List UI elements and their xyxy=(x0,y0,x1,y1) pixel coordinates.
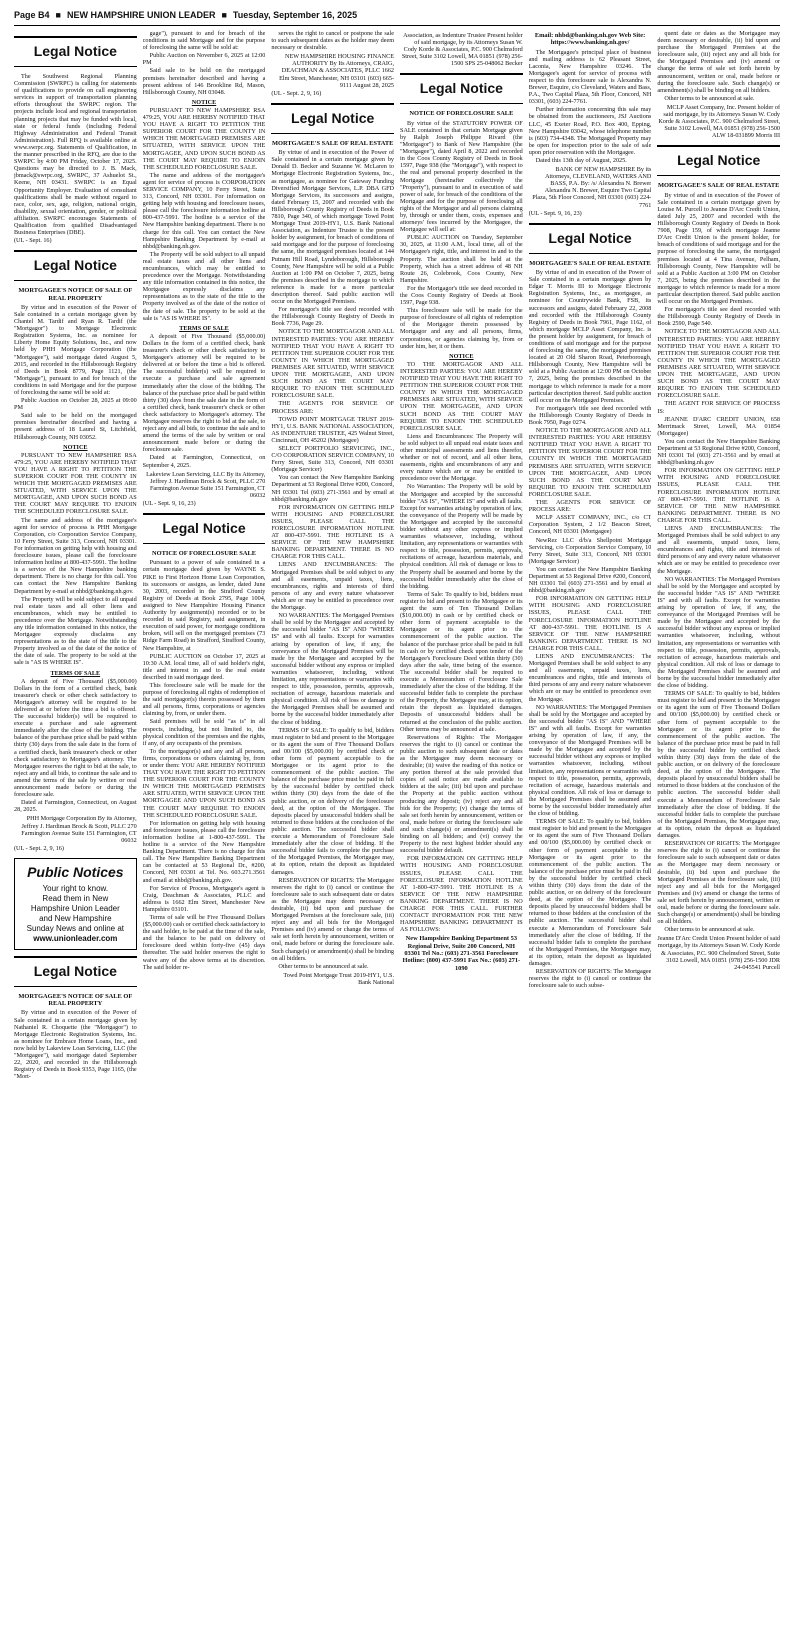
notice-heading: Legal Notice xyxy=(657,145,780,176)
notice-paragraph: The name and address of the mortgagee's agent for service of process is CORPORATION SERVICE COMPANY, 10 Ferry Street, Suite 313, Concord, NH 03301. For information on getting help with housing and foreclosure issues, please call the foreclosure information hotline at 800-437-5991. The hotline is a service of the New Hampshire banking department. There is no charge for this call. You can contact the New Hampshire Banking Department by e-mail at nhbd@banking.nh.gov. xyxy=(142,171,266,250)
notice-paragraph: A deposit of Five Thousand ($5,000.00) Dollars in the form of a certified check, bank treasurer's check or other check satisfactory to Mortgagee's attorney will be required to be delivered at or before the time a bid is offered. The successful bidder(s) will be required to execute a purchase and sale agreement immediately after the close of the bidding. The balance of the purchase price shall be paid within thirty (30) days from the sale date in the form of a certified check, bank treasurer's check or other check satisfactory to Mortgagee's attorney. The Mortgagee reserves the right to bid at the sale, to reject any and all bids, to continue the sale and to amend the terms of the sale by written or oral announcement made before or during the foreclosure sale. xyxy=(142,332,266,454)
notice-paragraph: PURSUANT TO NEW HAMPSHIRE RSA 479:25, YOU ARE HEREBY NOTIFIED THAT YOU HAVE A RIGHT TO PETITION THE SUPERIOR COURT FOR THE COUNTY IN WHICH THE MORTGAGED PREMISES ARE SITUATED, WITH SERVICE UPON THE MORTGAGEE, AND UPON SUCH BOND AS THE COURT MAY REQUIRE TO ENJOIN THE SCHEDULED FORECLOSURE SALE. xyxy=(142,106,266,171)
notice-paragraph: gage"), pursuant to and for breach of the conditions in said Mortgage and for the purpose of foreclosing the same will be sold at: xyxy=(142,30,266,52)
notice-paragraph: FOR INFORMATION ON GETTING HELP WITH HOUSING AND FORECLOSURE ISSUES, PLEASE CALL THE FORECLOSURE INFORMATION HOTLINE AT 800-437-5991. THE HOTLINE IS A SERVICE OF THE NEW HAMPSHIRE BANKING DEPARTMENT. THERE IS NO CHARGE FOR THIS CALL. xyxy=(271,503,395,561)
notice-paragraph: TO THE MORTGAGOR AND ALL INTERESTED PARTIES: YOU ARE HEREBY NOTIFIED THAT YOU HAVE THE RIGHT TO PETITION THE SUPERIOR COURT FOR THE COUNTY IN WHICH THE MORTGAGED PREMISES ARE SITUATED, WITH SERVICE UPON THE MORTGAGEE, AND UPON SUCH BOND AS THE COURT MAY REQUIRE TO ENJOIN THE SCHEDULED FORECLOSURE SALE. xyxy=(400,360,523,432)
page-masthead xyxy=(14,4,780,26)
column-5 xyxy=(529,30,652,1628)
notice-paragraph: Dated this 13th day of August, 2025. xyxy=(535,157,627,164)
notice-paragraph: PURSUANT TO NEW HAMPSHIRE RSA 479:25, YOU ARE HEREBY NOTIFIED THAT YOU HAVE A RIGHT TO PETITION THE SUPERIOR COURT FOR THE COUNTY IN WHICH THE MORTGAGED PREMISES ARE SITUATED, WITH SERVICE UPON THE MORTGAGEE, AND UPON SUCH BOND AS THE COURT MAY REQUIRE TO ENJOIN THE SCHEDULED FORECLOSURE SALE. xyxy=(14,451,137,516)
notice-paragraph: By virtue of the STATUTORY POWER OF SALE contained in that certain Mortgage given by Ralph Joseph Philippe Rivard (the "Mortgagor") to Bank of New Hampshire (the "Mortgagee"), dated April 8, 2022 and recorded in the Coos County Registry of Deeds in Book 1597, Page 938 (the "Mortgage"), with respect to the real and personal property described in the Mortgage (hereinafter collectively the "Property"), pursuant to and in execution of said power of sale, for breach of the conditions of the Mortgage and for the purpose of foreclosing all rights of the Mortgagor and all persons claiming by, through or under them, costs, expenses and attorneys' fees incurred by the Mortgagee, the Mortgagee will sell at: xyxy=(400,119,523,234)
public-notices-line: Hampshire Union Leader xyxy=(30,903,120,913)
notice-paragraph: FOR INFORMATION ON GETTING HELP WITH HOUSING AND FORECLOSURE ISSUES, PLEASE CALL THE FORECLOSURE INFORMATION HOTLINE AT 800-437-5991. THE HOTLINE IS A SERVICE OF THE NEW HAMPSHIRE BANKING DEPARTMENT. THERE IS NO CHARGE FOR THIS CALL. xyxy=(528,595,652,652)
notice-paragraph: Other terms to be announced at sale. xyxy=(664,926,755,934)
notice-heading: Legal Notice xyxy=(14,956,137,987)
notice-paragraph: NewRez LLC d/b/a Shellpoint Mortgage Servicing, c/o Corporation Service Company, 10 Ferry Street, Suite 313, Concord, NH 03301 (Mortgage Servicer) xyxy=(528,536,652,565)
notice-subheading: NOTICE xyxy=(191,98,217,106)
notice-paragraph: PUBLIC AUCTION on Tuesday, September 30, 2025, at 11:00 A.M., local time, all of the Mortgagee's right, title, and interest in and to the Property. The auction shall be held at the Property, which has a street address of 48 NH Route 26, Colebrook, Coos County, New Hampshire. xyxy=(400,234,523,284)
public-notices-box xyxy=(14,858,137,950)
notice-paragraph: This foreclosure sale will be made for the purpose of foreclosing all rights of redemption of the said mortgagor(s) therein possessed by them and all persons, firms, corporations or agencies claiming by, from, or under them. xyxy=(142,681,266,718)
public-notices-line: and New Hampshire xyxy=(39,913,112,923)
notice-paragraph: Liens and Encumbrances: The Property will be sold subject to all unpaid real estate taxes and other municipal assessments and liens therefor, whether or not of record, and all other liens, easements, rights and encumbrances of any and every nature which are or may be entitled to precedence over the Mortgage. xyxy=(400,432,523,483)
notice-paragraph: Public Auction on October 28, 2025 at 09:00 PM xyxy=(14,397,137,412)
notice-paragraph: Pursuant to a power of sale contained in a certain mortgage deed given by WAYNE S. PIKE to First Horizon Home Loan Corporation, its successors or assigns, as lender, dated June 30, 2003, recorded in the Strafford County Registry of Deeds at Book 2795, Page 1004, assigned to New Hampshire Housing Finance Authority by assignment(s) recorded or to be recorded in said Registry, said assignment, in execution of said power, for mortgage conditions broken, will sell on the mortgaged premises (73 Ridge Farm Road) in Strafford, Strafford County, New Hampshire, at xyxy=(142,559,266,652)
notice-paragraph: For mortgagor's title see deed recorded with the Hillsborough County Registry of Deeds in Book 7736, Page 29. xyxy=(271,306,395,328)
notice-signature: BANK OF NEW HAMPSHIRE By its Attorneys, CLEVELAND, WATERS AND BASS, P.A. By: /s/ Alexandra N. Brewer Alexandra N. Brewer, Esquire Two Capital Plaza, 5th Floor Concord, NH 03301 (603) 224-7761 xyxy=(532,166,652,209)
notice-heading: Legal Notice xyxy=(14,36,137,67)
notice-paragraph: By virtue and in execution of the Power of Sale contained in a certain mortgage given by Nathaniel R. Choquette (the "Mortgagor") to Mortgage Electronic Registration Systems, Inc. as nominee for Embrace Home Loans, Inc., and now held by Lakeview Loan Servicing, LLC (the "Mortgagee"), said mortgage dated September 22, 2020, and recorded in the Hillsborough Registry of Deeds in Book 9353, Page 1165, (the "Mort- xyxy=(14,1009,137,1081)
notice-heading: Legal Notice xyxy=(400,73,523,104)
notice-title: MORTGAGEE'S SALE OF REAL ESTATE xyxy=(271,139,394,147)
notice-paragraph: LIENS AND ENCUMBRANCES: The Mortgaged Premises shall be sold subject to any and all easements, unpaid taxes, liens, encumbrances and rights, title and interests of third persons of any and every nature whatsoever which are or may be entitled to precedence over the Mortgage. xyxy=(528,653,652,703)
column-2 xyxy=(143,30,266,1628)
notice-paragraph: Said premises will be sold "as is" in all respects, including, but not limited to, the physical condition of the premises and the rights, if any, of any occupants of the premises. xyxy=(142,718,266,747)
publication-dates: (UL - Sept. 2, 9, 16) xyxy=(14,844,64,852)
notice-paragraph: You can contact the New Hampshire Banking Department at 53 Regional Drive #200, Concord, NH 03301 Tel (603) 271-3561 and by email at nhbd@banking.nh.gov xyxy=(657,437,780,467)
notice-title: MORTGAGEE'S NOTICE OF SALE OF REAL PROPERTY xyxy=(18,287,133,302)
notice-paragraph: Further information concerning this sale may be obtained from the auctioneers, JSJ Auctions LLC, 45 Exeter Road, P.O. Box 400, Epping, New Hampshire 03042, whose telephone number is (603) 734-4348. The Mortgaged Property may be open for inspection prior to the sale of sale upon prior reservation with the Mortgagee. xyxy=(528,106,652,156)
notice-paragraph: Said sale to be held on the mortgaged premises hereinafter described and having a present address of 146 Brookline Rd, Mason, Hillsborough County, NH 03048. xyxy=(142,67,266,96)
notice-heading: Legal Notice xyxy=(271,103,394,134)
notice-paragraph: MCLP ASSET COMPANY, INC., c/o CT Corporation System, 2 1/2 Beacon Street, Concord, NH 03301 (Mortgagee) xyxy=(528,514,652,536)
notice-columns xyxy=(14,30,780,1628)
notice-paragraph: By virtue of and in execution of the Power of Sale contained in a certain mortgage given by Louise M. Purcell to Jeanne D'Arc Credit Union, dated July 25, 2007 and recorded with the Hillsborough County Registry of Deeds in Book 7908, Page 159, of which mortgage Jeanne D'Arc Credit Union is the present holder, for breach of conditions of said mortgage and for the purpose of foreclosing the same, the mortgaged premises located at 4 Tina Avenue, Pelham, Hillsborough County, New Hampshire will be sold at a Public Auction at 3:00 PM on October 7, 2025, being the premises described in the mortgage to which reference is made for a more particular description thereof. Said public auction will occur on the Mortgaged Premises. xyxy=(657,191,780,306)
notice-title: Email: nhbd@banking.nh.gov Web Site: https://www.banking.nh.gov/ xyxy=(534,32,646,47)
notice-paragraph: THE AGENTS FOR SERVICE OF PROCESS ARE: xyxy=(271,400,395,415)
notice-paragraph: For Service of Process, Mortgagee's agent is Craig, Deachman & Associates, PLLC and address is 1662 Elm Street, Manchester New Hampshire 03101. xyxy=(142,884,266,913)
notice-paragraph: NO WARRANTIES: The Mortgaged Premises shall be sold by the Mortgagee and accepted by the successful bidder "AS IS" AND "WHERE IS" and with all faults. Except for warranties arising by operation of law, if any, the conveyance of the Mortgaged Premises will be made by the Mortgagee and accepted by the successful bidder without any express or implied warranties whatsoever, including, without limitation, any representations or warranties with respect to title, possession, permits, approvals, recitation of acreage, hazardous materials and physical condition. All risk of loss or damage to the Mortgaged Premises shall be assumed and borne by the successful bidder immediately after the close of bidding. xyxy=(657,575,780,690)
notice-paragraph: TOWD POINT MORTGAGE TRUST 2019-HY1, U.S. BANK NATIONAL ASSOCIATION, AS INDENTURE TRUSTEE, 425 Walnut Street, Cincinnati, OH 45202 (Mortgagee) xyxy=(271,415,395,444)
notice-paragraph: No Warranties: The Property will be sold by the Mortgagee and accepted by the successful bidder "AS IS", "WHERE IS" and with all faults. Except for warranties arising by operation of law, the conveyance of the Property will be made by the Mortgagee and accepted by the successful bidder without any other express or implied warranties whatsoever, including, without limitation, any representations or warranties with respect to title, possession, permits, approvals, recitations of acreage, hazardous materials, and physical condition. All risk of damage or loss to the Property shall be assumed and borne by the successful bidder immediately after the close of the bidding. xyxy=(400,483,523,590)
notice-paragraph: To the mortgagor(s) and any and all persons, firms, corporations or others claiming by, from or under them: YOU ARE HEREBY NOTIFIED THAT YOU HAVE THE RIGHT TO PETITION THE SUPERIOR COURT FOR THE COUNTY IN WHICH THE MORTGAGED PREMISES ARE SITUATED, WITH SERVICE UPON THE MORTGAGEE AND UPON SUCH BOND AS THE COURT MAY REQUIRE TO ENJOIN THE SCHEDULED FORECLOSURE SALE. xyxy=(142,747,266,819)
notice-signature: Jeanne D'Arc Credit Union Present holder of said mortgage, by its Attorneys Susan W. Cody Korde & Associates, P.C. 900 Chelmsford Street, Suite 3102 Lowell, MA 01851 (978) 256-1500 JDR 24-045541 Purcell xyxy=(657,935,780,971)
notice-paragraph: Other terms to be announced at sale. xyxy=(664,94,755,102)
notice-paragraph: Other terms to be announced at sale. xyxy=(278,962,369,970)
notice-paragraph: THE AGENT FOR SERVICE OF PROCESS IS: xyxy=(657,400,780,415)
notice-heading: Legal Notice xyxy=(529,223,652,254)
notice-paragraph: The Southwest Regional Planning Commission (SWRPC) is calling for statements of qualifications to provide on call engineering services in support of transportation planning efforts throughout the SWRPC region. The projects include local and regional transportation planning projects that may be funded with local, state or federal funds (including Federal Highway Administration and Federal Transit Administration). Full RFQ is available online at www.swrpc.org. Statements of Qualification, in the manner prescribed in the RFQ, are due to the SWRPC by 4:00 PM Friday, October 17, 2025. Questions may be directed to J. B. Mack, jbmack@swrpc.org, SWRPC, 37 Ashuelot St., Keene, NH 03431. SWRPC is an Equal Opportunity Employer. Evaluation of consultant qualifications shall be made without regard to race, color, sex, age, religion, national origin, disability, sexual orientation, gender, or political affiliation. SWRPC encourages Statements of Qualification from qualified Disadvantaged Business Enterprises (DBE). xyxy=(14,73,137,237)
notice-paragraph: FOR INFORMATION ON GETTING HELP WITH HOUSING AND FORECLOSURE ISSUES, PLEASE CALL THE FORECLOSURE INFORMATION HOTLINE AT 800-437-5991. THE HOTLINE IS A SERVICE OF THE NEW HAMPSHIRE BANKING DEPARTMENT. THERE IS NO CHARGE FOR THIS CALL. xyxy=(657,467,780,524)
notice-paragraph: Terms of Sale: To qualify to bid, bidders must register to bid and present to the Mortgagee or its agent the sum of Ten Thousand Dollars ($10,000.00) in cash or by certified check or other form of payment acceptable to the Mortgagee or its agent prior to the commencement of the public auction. The balance of the purchase price shall be paid in full in cash or by certified check upon tender of the Mortgagee's Foreclosure Deed within thirty (30) days after the sale, time being of the essence. The successful bidder shall be required to execute a Memorandum of Foreclosure Sale immediately after the close of the bidding. If the successful bidder fails to complete the purchase of the Property, the Mortgagee may, at its option, retain the deposit as liquidated damages. Deposits of unsuccessful bidders shall be returned at the conclusion of the public auction. Other terms may be announced at sale. xyxy=(400,590,523,733)
notice-signature: Lakeview Loan Servicing, LLC By its Attorney, Jeffrey J. Hardiman Brock & Scott, PLLC 270 Farmington Avenue Suite 151 Farmington, CT 06032 xyxy=(146,470,266,499)
notice-paragraph: For mortgagor's title see deed recorded with the Hillsborough County Registry of Deeds in Book 7950, Page 0274. xyxy=(528,404,652,427)
notice-signature: Towd Point Mortgage Trust 2019-HY1, U.S. Bank National xyxy=(283,971,395,986)
issue-date: Tuesday, September 16, 2025 xyxy=(232,9,358,20)
notice-paragraph: By virtue of and in execution of the Power of Sale contained in a certain mortgage given by Donald D. Becker and Suzanne W. McLaren to Mortgage Electronic Registration Systems, Inc., as mortgagee, as nominee for Gateway Funding Diversified Mortgage Services, L.P. DBA GFD Mortgage Services, its successors and assigns, dated February 15, 2007 and recorded with the Hillsborough County Registry of Deeds in Book 7810, Page 340, of which mortgage Towd Point Mortgage Trust 2019-HY1, U.S. Bank National Association, as Indenture Trustee is the present holder by assignment, for breach of conditions of said mortgage and for the purpose of foreclosing the same, the mortgaged premises located at 144 Putnam Hill Road, Lyndeborough, Hillsborough County, New Hampshire will be sold at a Public Auction at 1:00 PM on October 7, 2025, being the premises described in the mortgage to which reference is made for a more particular description thereof. Said public auction will occur on the Mortgaged Premises. xyxy=(271,149,395,306)
notice-paragraph: Dated at Farmington, Connecticut, on September 4, 2025. xyxy=(142,454,266,469)
notice-paragraph: A deposit of Five Thousand ($5,000.00) Dollars in the form of a certified check, bank treasurer's check or other check satisfactory to Mortgagee's attorney will be required to be delivered at or before the time a bid is offered. The successful bidder(s) will be required to execute a purchase and sale agreement immediately after the close of the bidding. The balance of the purchase price shall be paid within thirty (30) days from the sale date in the form of a certified check, bank treasurer's check or other check satisfactory to Mortgagee's attorney. The Mortgagee reserves the right to bid at the sale, to reject any and all bids, to continue the sale and to amend the terms of the sale by written or oral announcement made before or during the foreclosure sale. xyxy=(14,677,137,799)
notice-paragraph: TERMS OF SALE: To qualify to bid, bidders must register to bid and present to the Mortgagee or its agent the sum of Five Thousand Dollars and 00/100 ($5,000.00) by certified check or other form of payment acceptable to the Mortgagee or its agent prior to the commencement of the public auction. The balance of the purchase price must be paid in full by the successful bidder by certified check within thirty (30) days from the date of the public auction, or on delivery of the foreclosure deed, at the option of the Mortgagee. The deposits placed by unsuccessful bidders shall be returned to those bidders at the conclusion of the public auction. The successful bidder shall execute a Memorandum of Foreclosure Sale immediately after the close of bidding. If the successful bidder fails to complete the purchase of the Mortgaged Premises, the Mortgagee may, at its option, retain the deposit as liquidated damages. xyxy=(271,726,395,876)
notice-paragraph: By virtue and in execution of the Power of Sale contained in a certain mortgage given by Chantel M. Tardif and Ryan R. Tardif (the "Mortgagor") to Mortgage Electronic Registration Systems, Inc. as nominee for Liberty Home Equity Solutions, Inc., and now held by PHH Mortgage Corporation (the "Mortgagee"), said mortgage dated August 5, 2015, and recorded in the Hillsborough Registry of Deeds in Book 8779, Page 1121, (the "Mortgage"), pursuant to and for breach of the conditions in said Mortgage and for the purpose of foreclosing the same will be sold at: xyxy=(14,303,137,396)
notice-subheading: TERMS OF SALE xyxy=(179,324,229,332)
notice-paragraph: TERMS OF SALE: To qualify to bid, bidders must register to bid and present to the Mortgagee or its agent the sum of Five Thousand Dollars and 00/100 ($5,000.00) by certified check or other form of payment acceptable to the Mortgagee or its agent prior to the commencement of the public auction. The balance of the purchase price must be paid in full by the successful bidder by certified check within thirty (30) days from the date of the public auction, or on delivery of the foreclosure deed, at the option of the Mortgagee. The deposits placed by unsuccessful bidders shall be returned to those bidders at the conclusion of the public auction. The successful bidder shall execute a Memorandum of Foreclosure Sale immediately after the close of bidding. If the successful bidder fails to complete the purchase of the Mortgaged Premises, the Mortgagee may, at its option, retain the deposit as liquidated damages. xyxy=(657,690,780,840)
public-notices-title: Public Notices xyxy=(27,863,124,880)
notice-paragraph: You can contact the New Hampshire Banking Department at 53 Regional Drive #200, Concord, NH 03301 Tel (603) 271-3561 and by email at nhbd@banking.nh.gov xyxy=(528,565,652,595)
notice-paragraph: PUBLIC AUCTION on October 17, 2025 at 10:30 A.M. local time, all of said holder's right, title and interest in and to the real estate described in said mortgage deed. xyxy=(142,652,266,681)
separator-icon: ■ xyxy=(55,9,61,20)
notice-paragraph: Terms of sale will be Five Thousand Dollars ($5,000.00) cash or certified check satisfactory to the said holder, to be paid at the time of the sale, and the balance to be paid on delivery of foreclosure deed within forty-five (45) days thereafter. The said holder reserves the right to waive any of the above terms at its discretion. The said holder re- xyxy=(142,913,266,971)
notice-paragraph: The name and address of the mortgagee's agent for service of process is PHH Mortgage Corporation, c/o Corporation Service Company, 10 Ferry Street, Suite 313, Concord, NH 03301. For information on getting help with housing and foreclosure issues, please call the foreclosure information hotline at 800-437-5991. The hotline is a service of the New Hampshire banking department. There is no charge for this call. You can contact the New Hampshire Banking Department by e-mail at nhbd@banking.nh.gov. xyxy=(14,516,137,595)
paper-name: NEW HAMPSHIRE UNION LEADER xyxy=(66,9,216,20)
notice-signature: PHH Mortgage Corporation By its Attorney, Jeffrey J. Hardiman Brock & Scott, PLLC 270 Farmington Avenue Suite 151 Farmington, CT 06032 xyxy=(21,815,137,844)
notice-paragraph: serves the right to cancel or postpone the sale to such subsequent dates as the holder may deem necessary or desirable. xyxy=(271,30,395,52)
notice-paragraph: THE AGENTS FOR SERVICE OF PROCESS ARE: xyxy=(528,499,652,514)
notice-paragraph: Dated at Farmington, Connecticut, on August 28, 2025. xyxy=(14,799,137,814)
notice-paragraph: Said sale to be held on the mortgaged premises hereinafter described and having a present address of 18 Laurel St, Litchfield, Hillsborough County, NH 03052. xyxy=(14,412,137,441)
notice-paragraph: For information on getting help with housing and foreclosure issues, please call the foreclosure information hotline at 1-800-437-5991. The hotline is a service of the New Hampshire Banking Department. There is no charge for this call. The New Hampshire Banking Department can be contacted at 53 Regional Dr., #200, Concord, NH 03301 at Tel. No. 603.271.3561 and email at nhbd@banking.nh.gov. xyxy=(142,819,266,884)
column-1 xyxy=(14,30,137,1628)
notice-subheading: NOTICE xyxy=(449,352,474,360)
notice-paragraph: The Property will be sold subject to all unpaid real estate taxes and all other liens and encumbrances, which may be entitled to precedence over the Mortgage. Notwithstanding any title information contained in this notice, the Mortgagee expressly disclaims any representations as to the state of the title to the Property involved as of the date of the notice of the date of sale. The property to be sold at the sale is "AS IS WHERE IS". xyxy=(14,595,137,667)
notice-signature: NEW HAMPSHIRE HOUSING FINANCE AUTHORITY By Its Attorneys, CRAIG, DEACHMAN & ASSOCIATES, PLLC 1662 Elm Street, Manchester, NH 03101 (603) 665-9111 August 28, 2025 xyxy=(279,53,395,89)
notice-title: MORTGAGEE'S NOTICE OF SALE OF REAL PROPERTY xyxy=(18,992,133,1008)
notice-paragraph: Public Auction on November 6, 2025 at 12:00 PM xyxy=(142,52,266,67)
page-number: Page B4 xyxy=(14,9,50,20)
notice-paragraph: RESERVATION OF RIGHTS: The Mortgagee reserves the right to (i) cancel or continue the foreclosure sale to such subse- xyxy=(528,968,652,990)
notice-signature: Association, as Indenture Trustee Present holder of said mortgage, by its Attorneys Susan W. Cody Korde & Associates, P.C. 900 Chelmsford Street, Suite 3102 Lowell, MA 01851 (978) 256-1500 SPS 25-048062 Becker xyxy=(401,32,523,68)
notice-heading: Legal Notice xyxy=(14,250,137,281)
notice-paragraph: FOR INFORMATION ON GETTING HELP WITH HOUSING AND FORECLOSURE ISSUES, PLEASE CALL THE FORECLOSURE INFORMATION HOTLINE AT 1-800-437-5991. THE HOTLINE IS A SERVICE OF THE NEW HAMPSHIRE BANKING DEPARTMENT. THERE IS NO CHARGE FOR THIS CALL. FURTHER CONTACT INFORMATION FOR THE NEW HAMPSHIRE BANKING DEPARTMENT IS AS FOLLOWS: xyxy=(400,855,523,934)
notice-paragraph: By virtue of and in execution of the Power of Sale contained in a certain mortgage given by Edgar T. Morris III to Mortgage Electronic Registration Systems, Inc., as mortgagee, as nominee for Countrywide Bank, FSB, its successors and assigns, dated February 22, 2008 and recorded with the Hillsborough County Registry of Deeds in Book 7961, Page 1162, of which mortgage MCLP Asset Company, Inc. is the present holder by assignment, for breach of conditions of said mortgage and for the purpose of foreclosing the same, the mortgaged premises located at 20 Old Sharon Road, Peterborough, Hillsborough County, New Hampshire will be sold at a Public Auction at 12:00 PM on October 7, 2025, being the premises described in the mortgage to which reference is made for a more particular description thereof. Said public auction will occur on the Mortgaged Premises. xyxy=(528,269,652,404)
notice-paragraph: NOTICE TO THE MORTGAGOR AND ALL INTERESTED PARTIES: YOU ARE HEREBY NOTIFIED THAT YOU HAVE A RIGHT TO PETITION THE SUPERIOR COURT FOR THE COUNTY IN WHICH THE MORTGAGED PREMISES ARE SITUATED, WITH SERVICE UPON THE MORTGAGEE, AND UPON SUCH BOND AS THE COURT MAY REQUIRE TO ENJOIN THE SCHEDULED FORECLOSURE SALE. xyxy=(271,328,395,400)
notice-paragraph: NOTICE TO THE MORTGAGOR AND ALL INTERESTED PARTIES: YOU ARE HEREBY NOTIFIED THAT YOU HAVE A RIGHT TO PETITION THE SUPERIOR COURT FOR THE COUNTY IN WHICH THE MORTGAGED PREMISES ARE SITUATED, WITH SERVICE UPON THE MORTGAGEE, AND UPON SUCH BOND AS THE COURT MAY REQUIRE TO ENJOIN THE SCHEDULED FORECLOSURE SALE. xyxy=(657,328,780,400)
column-3 xyxy=(271,30,394,1628)
notice-title: NOTICE OF FORECLOSURE SALE xyxy=(409,110,514,118)
notice-paragraph: quent date or dates as the Mortgagee may deem necessary or desirable, (ii) bid upon and purchase the Mortgaged Premises at the foreclosure sale, (iii) reject any and all bids for the Mortgaged Premises and (iv) amend or change the terms of sale set forth herein by announcement, written or oral, made before or during the foreclosure sale. Such change(s) or amendment(s) shall be binding on all bidders. xyxy=(657,30,780,94)
notice-title: MORTGAGEE'S SALE OF REAL ESTATE xyxy=(529,259,651,267)
notice-paragraph: RESERVATION OF RIGHTS: The Mortgagee reserves the right to (i) cancel or continue the foreclosure sale to such subsequent date or dates as the Mortgagee may deem necessary or desirable, (ii) bid upon and purchase the Mortgaged Premises at the foreclosure sale, (iii) reject any and all bids for the Mortgaged Premises and (iv) amend or change the terms of sale set forth herein by announcement, written or oral, made before or during the foreclosure sale. Such change(s) or amendment(s) shall be binding on all bidders. xyxy=(657,840,780,926)
notice-paragraph: This foreclosure sale will be made for the purpose of foreclosure of all rights of redemption of the Mortgagor therein possessed by Mortgagor and any and all persons, firms, corporations, or agencies claiming by, from or under him, her, it or them. xyxy=(400,307,523,350)
notice-paragraph: TERMS OF SALE: To qualify to bid, bidders must register to bid and present to the Mortgagee or its agent the sum of Five Thousand Dollars and 00/100 ($5,000.00) by certified check or other form of payment acceptable to the Mortgagee or its agent prior to the commencement of the public auction. The balance of the purchase price must be paid in full by the successful bidder by certified check within thirty (30) days from the date of the public auction, or on delivery of the foreclosure deed, at the option of the Mortgagee. The deposits placed by unsuccessful bidders shall be returned to those bidders at the conclusion of the public auction. The successful bidder shall execute a Memorandum of Foreclosure Sale immediately after the close of bidding. If the successful bidder fails to complete the purchase of the Mortgaged Premises, the Mortgagee may, at its option, retain the deposit as liquidated damages. xyxy=(528,818,652,968)
notice-paragraph: Reservations of Rights: The Mortgagee reserves the right to (i) cancel or continue the public auction to such subsequent date or dates as the Mortgagee may deem necessary or desirable; (ii) waive the reading of this notice or any portion thereof at the sale provided that copies of said notice are made available to bidders at the sale; (iii) bid upon and purchase the Property at the public auction without producing any deposit; (iv) reject any and all bids for the Property; (v) change the terms of sale set forth herein by announcement, written or oral, made before or during the foreclosure sale and such change(s) or amendment(s) shall be binding on all bidders; and (vi) convey the Property to the next highest bidder should any successful bidder default. xyxy=(400,733,523,855)
notice-signature: MCLP Asset Company, Inc. Present holder of said mortgage, by its Attorneys Susan W. Cody Korde & Associates, P.C. 900 Chelmsford Street, Suite 3102 Lowell, MA 01851 (978) 256-1500 ALW 18-031899 Morris III xyxy=(658,103,780,140)
separator-icon: ■ xyxy=(221,9,227,20)
notice-title: NOTICE OF FORECLOSURE SALE xyxy=(152,550,256,558)
column-6 xyxy=(657,30,780,1628)
notice-title: New Hampshire Banking Department 53 Regional Drive, Suite 200 Concord, NH 03301 Tel No.: (603) 271-3561 Foreclosure Hotline: (800) 437-5991 Fax No.: (603) 271-1090 xyxy=(402,935,521,972)
notice-paragraph: The Mortgagee's principal place of business and mailing address is 62 Pleasant Street, Laconia, New Hampshire 03246. The Mortgagee's agent for service of process with respect to this foreclosure sale is Alexandra N. Brewer, Esquire, c/o Cleveland, Waters and Bass, P.A., Two Capital Plaza, 5th Floor, Concord, NH 03301, (603) 224-7761. xyxy=(528,48,652,106)
public-notices-line: Your right to know. xyxy=(42,883,109,893)
notice-paragraph: LIENS AND ENCUMBRANCES: The Mortgaged Premises shall be sold subject to any and all easements, unpaid taxes, liens, encumbrances and rights, title and interests of third persons of any and every nature whatsoever which are or may be entitled to precedence over the Mortgage. xyxy=(657,525,780,575)
publication-dates: (UL - Sept. 9, 16, 23) xyxy=(142,500,196,507)
notice-paragraph: LIENS AND ENCUMBRANCES: The Mortgaged Premises shall be sold subject to any and all easements, unpaid taxes, liens, encumbrances, rights and interests of third persons of any and every nature whatsoever which are or may be entitled to precedence over the Mortgage. xyxy=(271,561,395,612)
public-notices-line: www.unionleader.com xyxy=(33,933,118,943)
notice-paragraph: NO WARRANTIES: The Mortgaged Premises shall be sold by the Mortgagee and accepted by the successful bidder "AS IS" AND "WHERE IS" and with all faults. Except for warranties arising by operation of law, if any, the conveyance of the Mortgaged Premises will be made by the Mortgagee and accepted by the successful bidder without any express or implied warranties whatsoever, including, without limitation, any representations or warranties with respect to title, possession, permits, approvals, recitation of acreage, hazardous materials and physical condition. All risk of loss or damage to the Mortgaged Premises shall be assumed and borne by the successful bidder immediately after the close of bidding. xyxy=(271,612,395,726)
notice-paragraph: For mortgagor's title see deed recorded with the Hillsborough County Registry of Deeds in Book 2590, Page 540. xyxy=(657,306,780,328)
notice-title: MORTGAGEE'S SALE OF REAL ESTATE xyxy=(657,182,780,190)
public-notices-line: Sunday News and online at xyxy=(26,923,125,933)
notice-paragraph: The Property will be sold subject to all unpaid real estate taxes and all other liens and encumbrances, which may be entitled to precedence over the Mortgage. Notwithstanding any title information contained in this notice, the Mortgagee expressly disclaims any representations as to the state of the title to the Property involved as of the date of the notice of the date of sale. The property to be sold at the sale is "AS IS WHERE IS". xyxy=(142,250,266,322)
notice-paragraph: NOTICE TO THE MORTGAGOR AND ALL INTERESTED PARTIES: YOU ARE HEREBY NOTIFIED THAT YOU HAVE A RIGHT TO PETITION THE SUPERIOR COURT FOR THE COUNTY IN WHICH THE MORTGAGED PREMISES ARE SITUATED, WITH SERVICE UPON THE MORTGAGEE, AND UPON SUCH BOND AS THE COURT MAY REQUIRE TO ENJOIN THE SCHEDULED FORECLOSURE SALE. xyxy=(528,427,652,498)
public-notices-line: Read them in New xyxy=(42,893,109,903)
publication-dates: (UL - Sept. 9, 16, 23) xyxy=(528,209,582,217)
notice-subheading: NOTICE xyxy=(63,443,88,451)
publication-dates: (UL - Sept. 2, 9, 16) xyxy=(271,89,322,97)
publication-dates: (UL - Sept. 16) xyxy=(14,237,52,245)
notice-paragraph: SELECT PORTFOLIO SERVICING, INC., C/O CORPORATION SERVICE COMPANY, 10 Ferry Street, Suite 313, Concord, NH 03301 (Mortgage Servicer) xyxy=(271,444,395,474)
notice-paragraph: JEANNE D'ARC CREDIT UNION, 658 Merrimack Street, Lowell, MA 01854 (Mortgagee) xyxy=(657,415,780,437)
notice-paragraph: NO WARRANTIES: The Mortgaged Premises shall be sold by the Mortgagee and accepted by the successful bidder "AS IS" AND "WHERE IS" and with all faults. Except for warranties arising by operation of law, if any, the conveyance of the Mortgaged Premises will be made by the Mortgagee and accepted by the successful bidder without any express or implied warranties whatsoever, including, without limitation, any representations or warranties with respect to title, possession, permits, approvals, recitation of acreage, hazardous materials and physical condition. All risk of loss or damage to the Mortgaged Premises shall be assumed and borne by the successful bidder immediately after the close of bidding. xyxy=(528,703,652,818)
notice-paragraph: You can contact the New Hampshire Banking Department at 53 Regional Drive #200, Concord, NH 03301 Tel (603) 271-3561 and by email at nhbd@banking.nh.gov xyxy=(271,474,395,503)
notice-paragraph: RESERVATION OF RIGHTS: The Mortgagee reserves the right to (i) cancel or continue the foreclosure sale to such subsequent date or dates as the Mortgagee may deem necessary or desirable, (ii) bid upon and purchase the Mortgaged Premises at the foreclosure sale, (iii) reject any and all bids for the Mortgaged Premises and (iv) amend or change the terms of sale set forth herein by announcement, written or oral, made before or during the foreclosure sale. Such change(s) or amendment(s) shall be binding on all bidders. xyxy=(271,876,395,962)
notice-subheading: TERMS OF SALE xyxy=(50,669,101,677)
notice-paragraph: For the Mortgagor's title see deed recorded in the Coos County Registry of Deeds at Book 1597, Page 938. xyxy=(400,284,523,307)
notice-heading: Legal Notice xyxy=(143,513,266,544)
column-4 xyxy=(400,30,523,1628)
